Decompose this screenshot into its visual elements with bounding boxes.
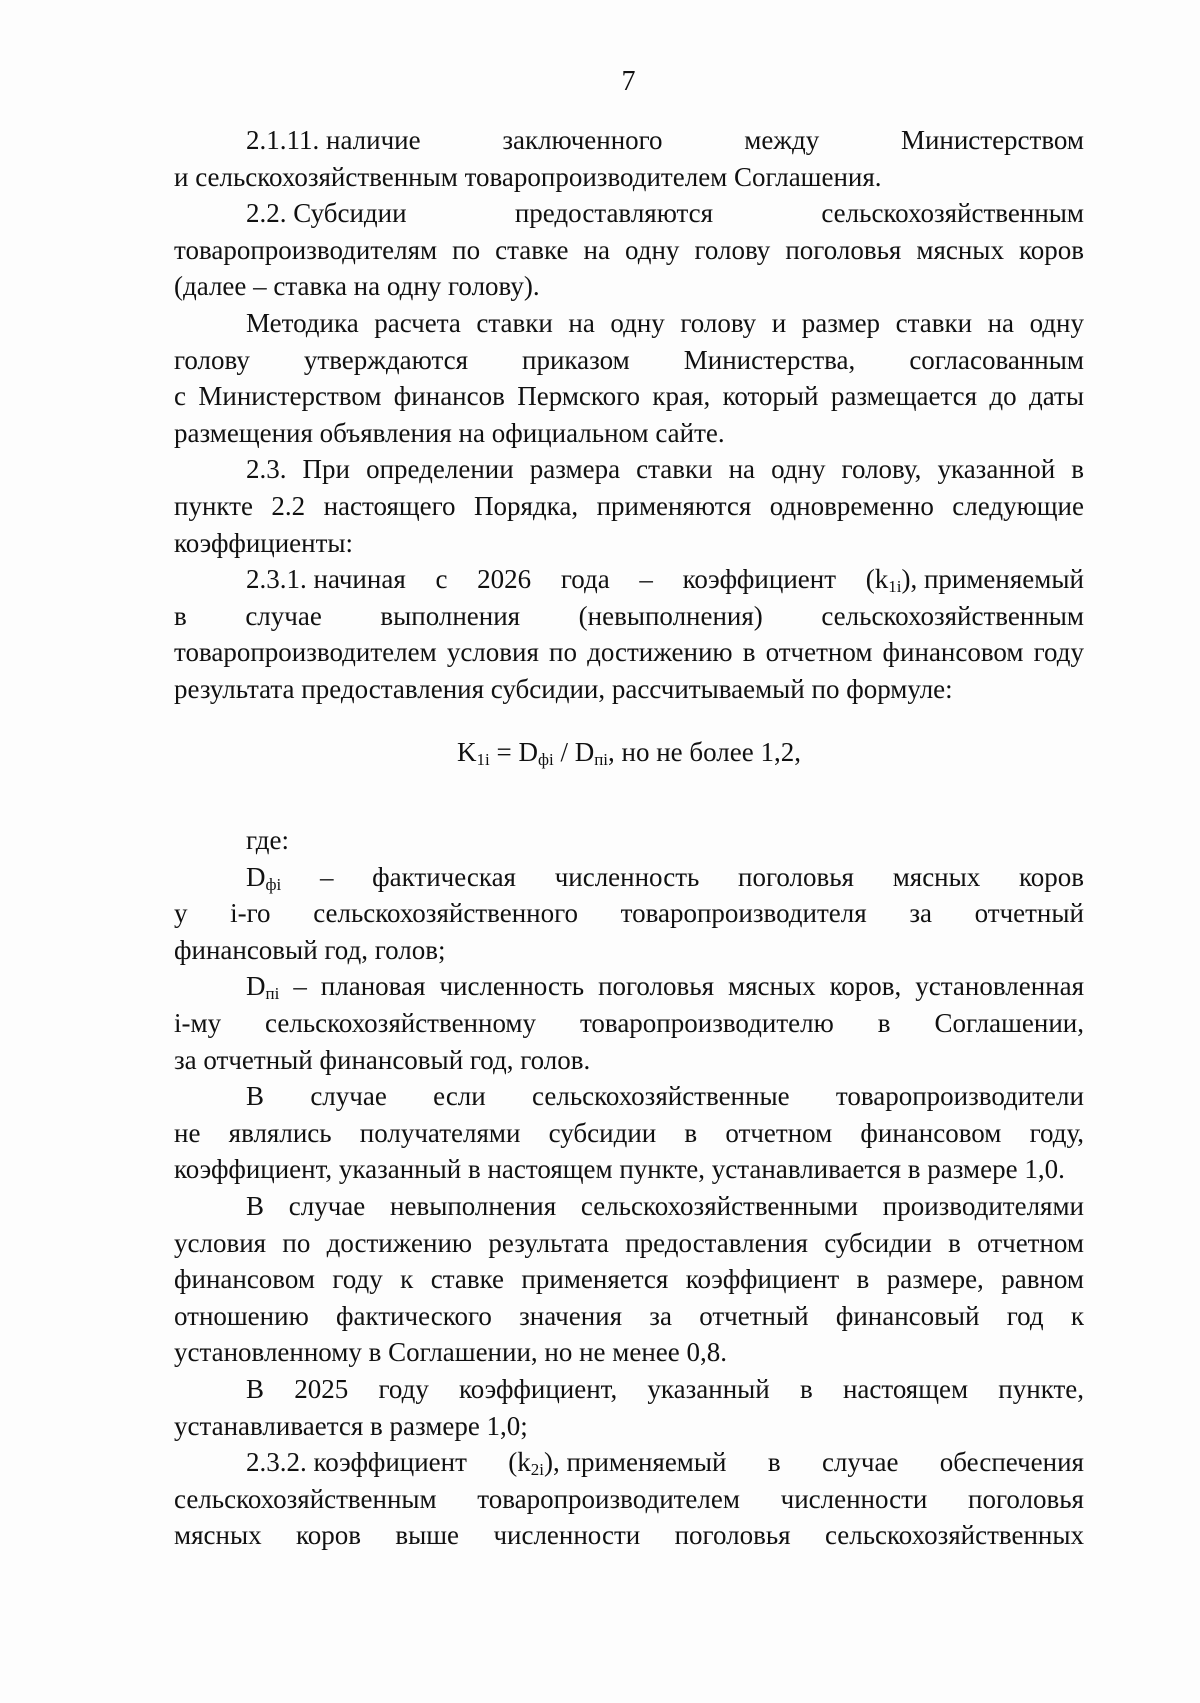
paragraph-2-3-1-rest: товаропроизводителем условия по достижению в отчетном финансовом году результата предоставления субсидии, рассчитываемый по формуле: (174, 637, 1084, 704)
definition-d-fact-line-1: $D_{фi}$ – фактическая численность поголовья мясных коров (174, 859, 1084, 896)
definition-d-plan-line-1: $D_{пi}$ – плановая численность поголовья мясных коров, установленная (246, 971, 1084, 1004)
document-body (174, 122, 1084, 1554)
paragraph-methodology-line-2: голову утверждаются приказом Министерства, согласованным (174, 344, 1084, 375)
paragraph-2-3-2-line-2: сельскохозяйственным товаропроизводителем численности поголовья (174, 1483, 1084, 1514)
coefficient-k2i: $(k_{2i})$, применяемый (508, 1447, 727, 1480)
definition-d-plan-line-3: за отчетный финансовый год, голов. (174, 1044, 591, 1075)
paragraph-not-recipients-line-1: В случае если сельскохозяйственные товаропроизводители (246, 1081, 1084, 1112)
paragraph-methodology-rest: с Министерством финансов Пермского края, который размещается до даты размещения объявления на официальном сайте. (174, 381, 1084, 448)
paragraph-2025: В 2025 году коэффициент, указанный в настоящем пункте, устанавливается в размере 1,0; (174, 1374, 1084, 1441)
definition-d-fact-line-3: финансовый год, голов; (174, 934, 446, 965)
where-label: где: (246, 825, 289, 856)
paragraph-2-3-1-line-1: 2.3.1. начиная с 2026 года – коэффициент $(k_{1i})$, применяемый (174, 561, 1084, 598)
paragraph-2-1-11-line-2: и сельскохозяйственным товаропроизводителем Соглашения. (174, 161, 882, 192)
paragraph-2-2-rest: товаропроизводителям по ставке на одну голову поголовья мясных коров (далее – ставка на одну голову). (174, 234, 1084, 302)
paragraph-2-3-2-line-1: 2.3.2. коэффициент $(k_{2i})$, применяемый в случае обеспечения (174, 1444, 1084, 1481)
formula-k1i: $K_{1i} = D_{фi} / D_{пi}$, но не более 1,2, (456, 736, 801, 769)
paragraph-2-2-line-1: 2.2. Субсидии предоставляются сельскохозяйственным (246, 198, 1084, 229)
definition-d-plan-line-2: i-му сельскохозяйственному товаропроизводителю в Соглашении, (174, 1008, 1084, 1039)
page-number: 7 (621, 66, 636, 97)
coefficient-k1i: $(k_{1i})$, применяемый (865, 564, 1084, 597)
paragraph-non-fulfillment: В случае невыполнения сельскохозяйственными производителями условия по достижению результата предоставления субсидии в отчетном финансовом году к ставке применяется коэффициент в размере, равном отношению фактического значения за отчетный финансовый год к установленному в Соглашении, но не менее 0,8. (174, 1191, 1084, 1368)
paragraph-2-3-2-line-3: мясных коров выше численности поголовья сельскохозяйственных (174, 1520, 1084, 1551)
paragraph-2-3: 2.3. При определении размера ставки на одну голову, указанной в пункте 2.2 настоящего Порядка, применяются одновременно следующие коэффициенты: (174, 454, 1084, 558)
definition-d-fact-line-2: у i-го сельскохозяйственного товаропроизводителя за отчетный (174, 898, 1084, 929)
paragraph-2-1-11-line-1: 2.1.11. наличие заключенного между Министерством (246, 125, 1084, 155)
paragraph-2-3-1-line-2: в случае выполнения (невыполнения) сельскохозяйственным (174, 600, 1084, 631)
symbol-d-fact: $D_{фi}$ (246, 861, 282, 894)
paragraph-not-recipients-rest: не являлись получателями субсидии в отчетном финансовом году, коэффициент, указанный в настоящем пункте, устанавливается в размере 1,0. (174, 1117, 1084, 1185)
paragraph-methodology-line-1: Методика расчета ставки на одну голову и размер ставки на одну (246, 307, 1084, 338)
